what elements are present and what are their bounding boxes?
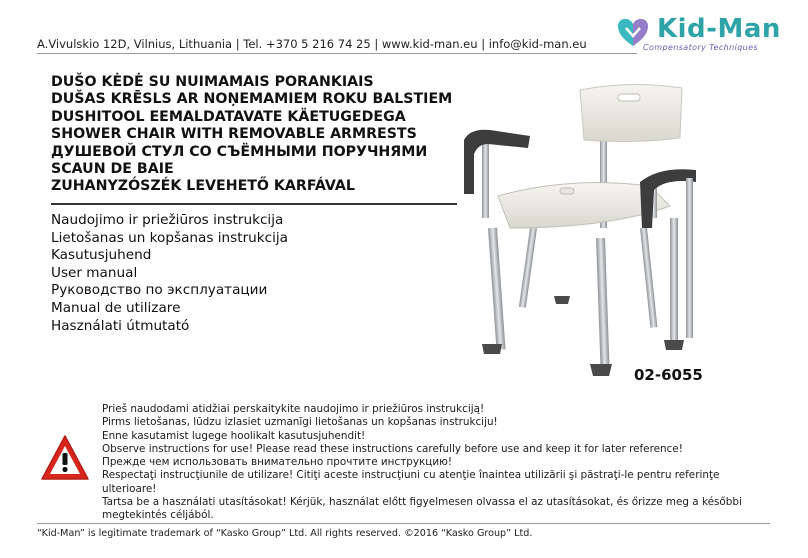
footer-trademark: “Kid-Man” is legitimate trademark of “Kasko Group” Ltd. All rights reserved. ©2016 “Kasko Group” Ltd. <box>37 528 533 539</box>
warning-triangle-icon <box>40 433 90 483</box>
manual-ru: Руководство по эксплуатации <box>51 282 268 299</box>
titles-divider <box>51 203 457 205</box>
header-divider <box>37 53 637 54</box>
company-contact-line: A.Vivulskio 12D, Vilnius, Lithuania | Tel. +370 5 216 74 25 | www.kid-man.eu | info@kid-man.eu <box>37 37 587 51</box>
warning-lv: Pirms lietošanas, lūdzu izlasiet uzmanīgi lietošanas un kopšanas instrukciju! <box>102 416 498 429</box>
title-ru: ДУШЕВОЙ СТУЛ СО СЪЁМНЫМИ ПОРУЧНЯМИ <box>51 143 428 160</box>
manual-ro: Manual de utilizare <box>51 299 181 316</box>
shower-chair-photo <box>460 78 720 388</box>
manual-lt: Naudojimo ir priežiūros instrukcija <box>51 212 284 228</box>
manual-hu: Használati útmutató <box>51 317 190 334</box>
heart-logo-icon <box>618 19 648 46</box>
manual-et: Kasutusjuhend <box>51 247 152 264</box>
warning-hu: Tartsa be a használati utasításokat! Kérjük, használat előtt figyelmesen olvassa el az utasításokat, és őrizze meg a későbbi megtekintés céljából. <box>102 496 742 522</box>
warning-text-block <box>102 403 762 523</box>
manual-lv: Lietošanas un kopšanas instrukcija <box>51 229 289 246</box>
warning-ro: Respectaţi instrucţiunile de utilizare! Citiţi aceste instrucţiuni cu atenţie înaintea utilizării şi păstraţi-le pentru referinţe ulterioare! <box>102 469 720 495</box>
title-lv: DUŠAS KRĒSLS AR NOŅEMAMIEM ROKU BALSTIEM <box>51 91 453 108</box>
warning-et: Enne kasutamist lugege hoolikalt kasutusjuhendit! <box>102 429 366 442</box>
title-lt: DUŠO KĖDĖ SU NUIMAMAIS PORANKIAIS <box>51 74 374 90</box>
warning-en: Observe instructions for use! Please read these instructions carefully before use and keep it for later reference! <box>102 442 683 455</box>
title-hu: ZUHANYZÓSZÉK LEVEHETŐ KARFÁVAL <box>51 178 355 195</box>
logo-wordmark: Kid-Man <box>657 14 781 44</box>
title-ro: SCAUN DE BAIE <box>51 161 174 178</box>
product-code: 02-6055 <box>634 366 703 384</box>
warning-ru: Прежде чем использовать внимательно прочтите инструкцию! <box>102 456 452 469</box>
title-et: DUSHITOOL EEMALDATAVATE KÄETUGEDEGA <box>51 108 406 125</box>
manual-names <box>51 212 288 335</box>
logo-tagline: Compensatory Techniques <box>643 43 759 52</box>
manual-en: User manual <box>51 264 138 281</box>
warning-lt: Prieš naudodami atidžiai perskaitykite naudojimo ir priežiūros instrukciją! <box>102 403 485 415</box>
product-titles <box>51 74 452 196</box>
footer-divider <box>37 523 770 524</box>
title-en: SHOWER CHAIR WITH REMOVABLE ARMRESTS <box>51 126 417 143</box>
